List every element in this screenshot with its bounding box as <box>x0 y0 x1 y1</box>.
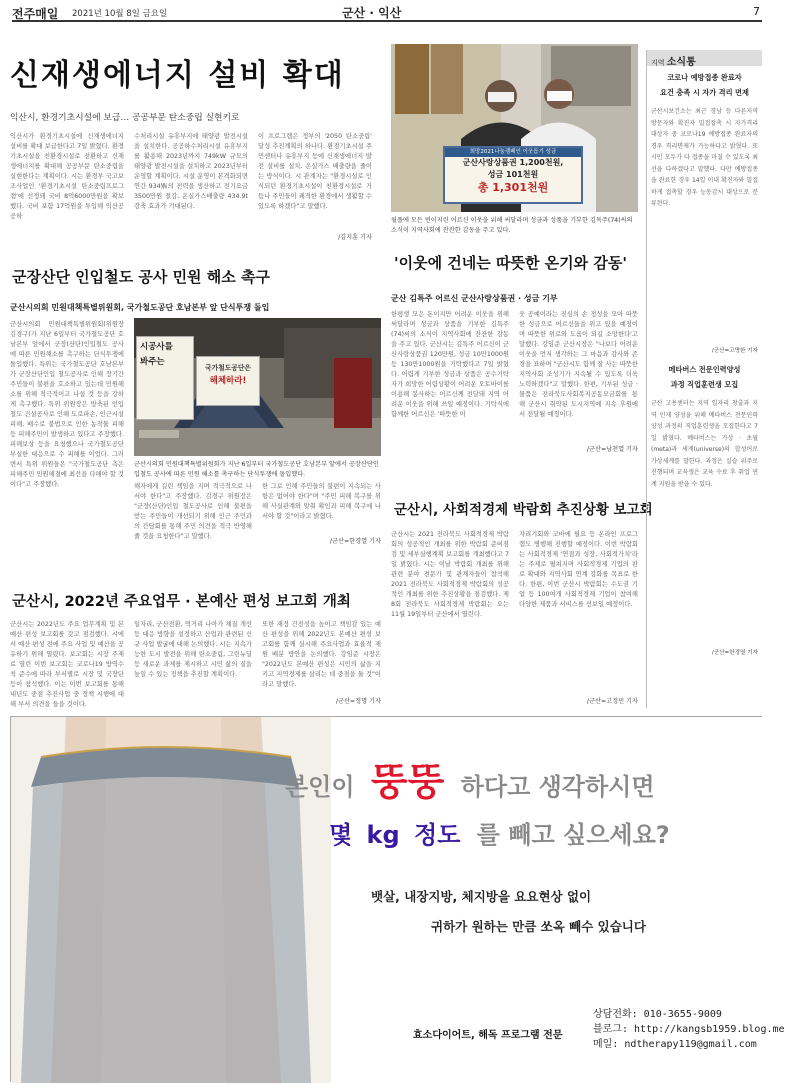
ad-contact <box>593 1007 785 1052</box>
article-column: 이 프로그램은 정부의 '2050 탄소중립' 달성 추진계획의 하나다. 환경기초시설 주민센터나 유휴부지 등에 신재생에너지 발전 설비를 설치, 온실가스 배출량을 줄이는 방식이다. 시 관계자는 "환경시설로 인식되던 환경기초시설이 친환경시설로 거듭나 주민들이 쾌적한 환경에서 생활할 수 있도록 하겠다"고 말했다. <box>258 133 372 210</box>
article-column: 한 그로 인해 주민들의 불편이 지속되는 사항은 없어야 한다"며 "주민 피해 복구를 위해 사실관계와 맞춰 확인과 피해 복구에 나서야 할 것"이라고 밝혔다. <box>262 483 381 520</box>
article-credit: /군산=남천열 기자 <box>586 446 638 453</box>
ad-blog-link[interactable]: 블로그: http://kangsb1959.blog.me <box>593 1024 785 1035</box>
hunger-strike-caption: 군산시의회 민원대책특별위원회가 지난 6일부터 국가철도공단 호남본부 앞에서 공장산단인입철도 공사에 따른 민원 해소를 촉구하는 단식투쟁에 돌입했다. <box>134 461 379 478</box>
article-column: 웃 공예이라는 진심의 손 정성을 모아 따뜻한 성금으로 어르신들을 위고 있을 예정이며 따뜻한 위로와 도움이 되길 소망한다'고 말했다. 강임준 군산시장은 "나보다 어려운 이웃을 먼저 생각하는 그 마음과 감사와 존경을 표하며 "군산시도 함께 잘 사는 따뜻한 지역사회 조성기가 지속될 수 있도록 더욱 노력하겠다"고 말했다. 한편, 기부된 성금 · 물품은 전라북도사회복지공동모금회를 통해 군산시 취약된 도시지역에 지속 후원에서 전달될 예정이다. <box>519 311 638 418</box>
donation-photo <box>391 44 638 212</box>
donation-sign-line: 군산사랑상품권 1,200천원, <box>462 158 564 167</box>
ad-highlight: 정도 <box>414 821 461 849</box>
article-subtitle: 군산시의회 민원대책특별위원회, 국가철도공단 호남본부 앞 단식투쟁 돌입 <box>10 303 270 312</box>
ad-body-line: 뱃살, 내장지방, 체지방을 요요현상 없이 <box>371 889 592 904</box>
ad-text: 하다고 생각하시면 <box>460 773 655 801</box>
protest-sign-line: 봐주는 <box>140 357 165 367</box>
issue-date: 2021년 10월 8일 금요일 <box>72 9 168 19</box>
protest-banner-line: 해체하라! <box>209 376 247 386</box>
article-credit: /김지훈 기자 <box>338 234 372 241</box>
article-column: 군산시는 2021 전라북도 사회적경제 박람회의 성공적인 개최를 위한 박람회 준비점검 및 세부실행계획 보고회를 개최했다고 7일 밝혔다. 시는 이날 박람회 개최를 위해 관련 분야 전문가 및 관계자들이 참석해 2021 전라북도 사회적경제 박람회의 성공적인 개최를 위한 추진상황을 점검했다. 제8회 전라북도 사회적경제 박람회는 오는 11월 19일부터 군산에서 열린다. <box>391 531 509 618</box>
donation-sign-total: 총 1,301천원 <box>477 181 549 194</box>
donation-photo-caption: 월플에 모든 빈이지린 어르신 이웃을 위해 써달라며 성금과 성품을 기부한 김독주(74)씨의 소식이 지역사회에 잔잔한 감동을 주고 있다. <box>391 217 633 234</box>
ad-highlight: 뚱뚱 <box>370 760 445 804</box>
diet-advertisement <box>10 716 785 1082</box>
local-news-sidebar <box>646 50 762 708</box>
protest-banner-line: 국가철도공단은 <box>205 364 251 372</box>
section-name: 군산 · 익산 <box>342 6 402 20</box>
sidebar-news-title <box>647 70 762 100</box>
article-subtitle: 익산시, 환경기초시설에 보급… 공공부문 탄소중립 실현키로 <box>10 113 240 123</box>
sidebar-news-title-line: 과정 직업훈련생 모집 <box>670 380 739 389</box>
sidebar-label-small: 지역 <box>651 59 665 67</box>
article-credit: /군산=정명 기자 <box>335 698 381 705</box>
article-column: 군산시는 2022년도 주요 업무계획 및 본예산 편성 보고회를 갖고 점검했다. 시에서 예산 편성 전에 주요 사업 및 예산을 공유하기 위해 열렸다. 보고회는 시장 주재로 열린 이번 보고회는 코로나19 방역수칙 준수에 따라 부서별로 시장 및 국장단 등이 참석했다. 이는 이번 보고회를 통해 내년도 중점 추진사업 중 정책 시행에 대해 부서 의견을 들을 것이다. <box>10 621 124 708</box>
sidebar-label-big: 소식통 <box>666 57 696 68</box>
protest-sign <box>136 336 194 420</box>
donation-sign-line: 성금 101천원 <box>487 170 539 179</box>
article-subtitle: 군산 김특주 어르신 군산사랑상품권 · 성금 기부 <box>391 294 558 303</box>
sidebar-news-text: 군산시보건소는 최근 경남 등 다른지역 방문자와 확진자 밀접접촉 시 자가격리 대상자 중 코로나19 예방접종 완료자의 경우 격리면제가 가능하다고 밝혔다. 또 시민 모두가 다 접종을 마칠 수 있도록 최선을 다하겠다고 말했다. 다만 예방접종을 완료한 경우 14일 이내 확진자와 밀접하게 접촉할 경우 능동감시 대상으로 분류된다. <box>651 108 758 207</box>
ad-highlight: kg <box>366 821 400 849</box>
article-column: 해자에게 길린 책임을 지며 적극적으로 나서야 한다"고 주장했다. 김경구 위원장은 "군장(산단)인입 철도공사로 인해 불편을 받는 주민들이 개선되기 위해 인근 주민과의 간담회를 통해 주민 의견을 적극 반영해 줄 것을 요청한다"고 말했다. <box>134 483 252 540</box>
article-column: 일자리, 군산전환, 먹거리 나아가 체질 개선 등 대응 방향을 설정하고 산업과 관련된 신규 사업 발굴에 대해 논의했다. 시는 지속가능한 도시 발전을 위해 탄소중립, 그린뉴딜 등 새로운 과제를 제시하고 시민 삶의 질을 높일 수 있는 정책을 추진할 계획이다. <box>134 621 252 678</box>
article-column: 수처리시설 유휴부지에 태양광 발전시설을 설치한다. 공공하수처리시설 유휴부지를 활용해 2023년까지 749kW 규모의 태양광 발전시설을 설치하고 2023년부터 운영할 계획이다. 시설 운영이 본격화되면 연간 934㎿의 전력을 생산하고 전기요금 3500만원 절감, 온실가스배출량 434.9t 감축 효과가 기대된다. <box>134 133 248 210</box>
protest-banner <box>196 356 260 406</box>
donation-sign <box>443 146 583 204</box>
article-headline: 군산시, 사회적경제 박람회 추진상황 보고회 <box>394 502 653 518</box>
article-credit: /군산=고정민 기자 <box>586 698 638 705</box>
sidebar-news-title-line: 코로나 예방접종 완료자 <box>667 73 742 82</box>
sidebar-header <box>647 50 762 66</box>
sidebar-news-title <box>647 362 762 392</box>
protest-sign-line: 시공사를 <box>140 342 173 352</box>
article-headline: '이웃에 건네는 따뜻한 온기와 감동' <box>394 254 627 272</box>
article-headline: 군장산단 인입철도 공사 민원 해소 촉구 <box>12 268 270 286</box>
article-headline: 군산시, 2022년 주요업무 · 본예산 편성 보고회 개최 <box>12 594 351 610</box>
sidebar-news-credit: /군산=고명한 기자 <box>711 348 758 354</box>
ad-highlight: 몇 <box>329 821 353 849</box>
ad-headline-2 <box>329 815 670 850</box>
sidebar-news-title-line: 메타버스 전문인력양성 <box>668 365 741 374</box>
ad-phone: 상담전화: 010-3655-9009 <box>593 1009 722 1020</box>
article-column: 군산시의회 민원대책특별위원회(위원장 김경구)가 지난 6일부터 국가철도공단 호남본부 앞에서 군장(산단)인입철도 공사에 따른 민원해소를 촉구하는 단식투쟁에 돌입했다. 특위는 국가철도공단 호남본부가 군장산단인입 철도공사로 인해 장기간 주민들이 불편을 호소하고 있는데 민원해소를 위해 적극적이고 나설 것 등을 강하게 촉구했다. 특위 위원장은 방축된 인입철도 건설공사로 인해 도로파손, 인근시설 피해, 배수로 불법으로 인한 농작물 피해 등 피해주민이 발생하고 있다고 주장했다. 피해보상 등을 요청했으나 국가철도공단 부실한 대응으로 수 피해를 이었다. 그러면서 특위 위원들은 "국가철도공단 측은 피해주민 민원해결에 최선을 다해야 할 것이다"고 주장했다. <box>10 321 124 488</box>
ad-email[interactable]: 메일: ndtherapy119@gmail.com <box>593 1039 757 1050</box>
newspaper-name: 전주매일 <box>12 7 59 21</box>
page-header <box>12 4 762 22</box>
sidebar-news-text: 군산 고용센터는 지역 일자리 창출과 지역 인재 양성을 위해 메타버스 전문인력양성 과정의 직업훈련생을 모집한다고 7일 밝혔다. 메타버스는 가상 · 초월(meta)과 세계(universe)의 합성어로 가상세계를 말한다. 과정은 실습 위주로 진행되며 교육생은 교육 수료 후 취업 연계 지원을 받을 수 있다. <box>651 400 758 488</box>
page-number: 7 <box>753 5 760 18</box>
ad-brand: 효소다이어트, 해독 프로그램 전문 <box>413 1030 563 1041</box>
article-renewable-energy <box>10 44 382 249</box>
donation-banner: 희망2021나눔캠페인 이웃돕기 성금 <box>445 148 581 157</box>
sidebar-news-credit: /군산=한경열 기자 <box>711 650 758 656</box>
article-headline: 신재생에너지 설비 확대 <box>10 58 345 93</box>
article-column: 한평생 모은 돈이지만 어려운 이웃을 위해 써달라며 성금과 상품을 기부한 김특주(74)씨의 소식이 지역사회에 잔잔한 감동을 주고 있다. 군산시는 김특주 어르신이 군산사랑상품권 120만원, 성금 10만1000원 등 130만1000원을 기탁했다고 7일 밝혔다. 어렵게 기부한 성금과 상품은 공수기탁자가 희망한 어렵상황이 어려운 오토바이를 이용해 봉사하는 어르신께 전달돼 지역 어려운 이웃을 위해 쓰일 예정이다. 기탁식에 함께한 어르신은 '따뜻한 이 <box>391 311 509 418</box>
sidebar-news-title-line: 요건 충족 시 자가 격리 면제 <box>660 88 749 97</box>
article-column: 자리기회와 코바에 필요 등 온라인 프로그램도 병행해 진행할 예정이다. 이번 박람회는 사회적경제 '연결과 성장, 사회적가치'라는 주제로 펼쳐지며 사회적경제 기업의 판로 확대와 지역사회 연계 강화를 목표로 한다. 한편, 이번 군산시 박람회는 수도권 기업 등 100여개 사회적경제 기업이 참여해 다양한 제품과 서비스를 선보일 예정이다. <box>519 531 638 608</box>
ad-body-line: 귀하가 원하는 만큼 쏘옥 빼수 있습니다 <box>431 919 646 934</box>
article-credit: /군산=한경열 기자 <box>329 538 381 545</box>
article-column: 또한 재정 건전성을 높이고 책임감 있는 예산 편성을 위해 2022년도 본예산 편성 보고회를 함께 실시해 주요사업과 효율적 재원 배분 방안을 논의했다. 강임준 시장은 "2022년도 본예산 편성은 시민의 삶을 지키고 지역경제를 살리는 데 중점을 둘 것"이라고 말했다. <box>262 621 381 688</box>
article-column: 익산시가 환경기초시설에 신재생에너지 설비를 확대 보급한다고 7일 밝혔다. 환경기초시설을 친환경시설로 전환하고 신재생에너지를 확대해 공공부문 탄소중립을 실현한다는 계획이다. 시는 환경부 국고보조사업인 '환경기초시설 탄소중립프로그램'에 선정돼 국비 8억6000만원을 확보했다. 국비 포함 17억원을 투입해 익산공공하 <box>10 133 124 220</box>
ad-headline-1 <box>285 751 655 806</box>
hunger-strike-photo <box>134 318 381 456</box>
ad-text: 를 빼고 싶으세요? <box>476 821 670 849</box>
ad-text: 본인이 <box>285 773 355 801</box>
